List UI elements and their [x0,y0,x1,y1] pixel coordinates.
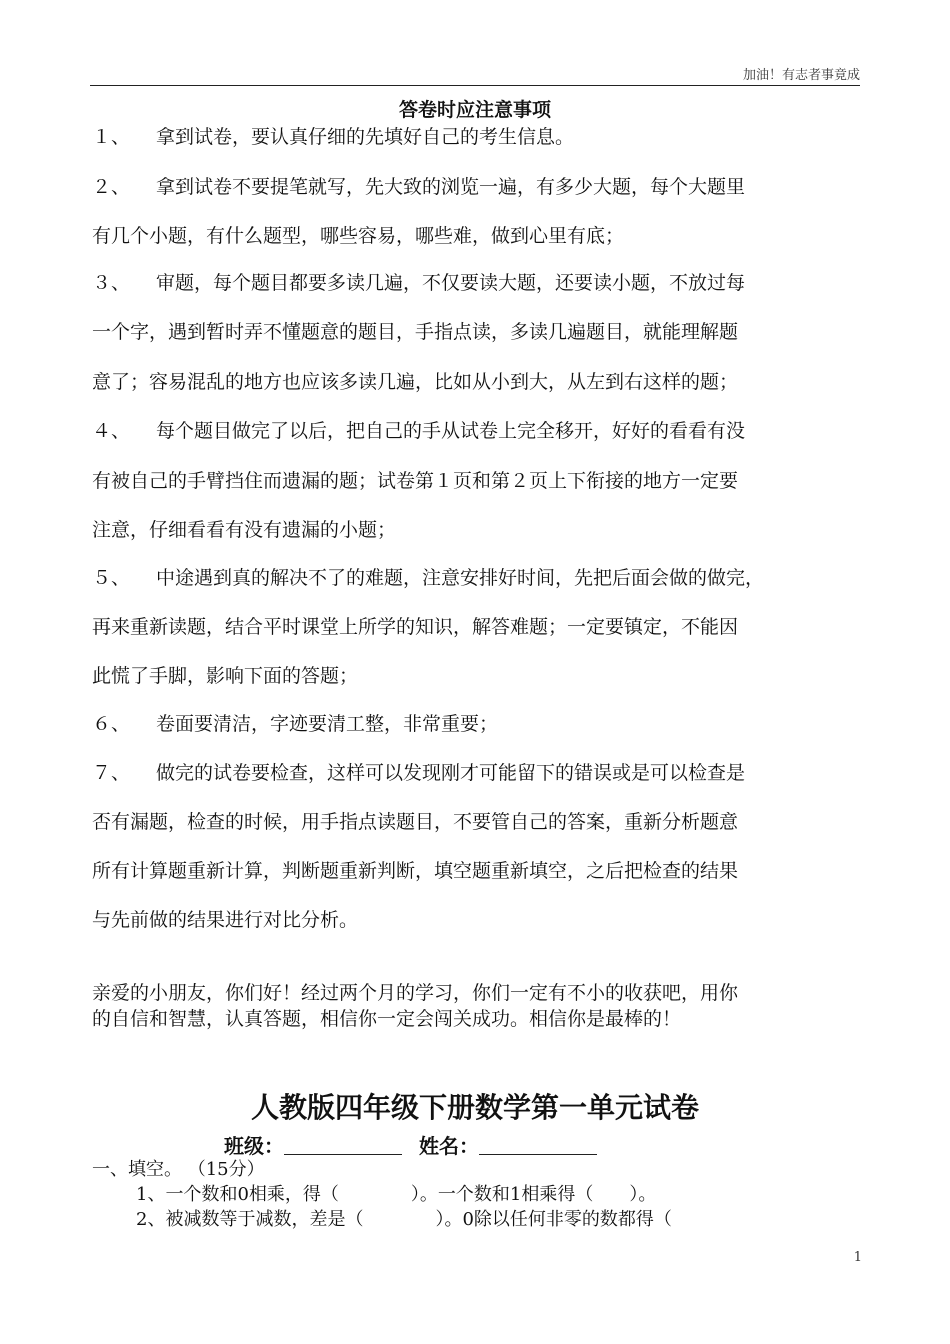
header-rule [90,85,860,86]
section-1-heading: 一、填空。 （15分） [92,1159,265,1180]
note-item-4-number: ４、 [92,420,131,442]
note-item-7-line-1: ７、 做完的试卷要检查，这样可以发现刚才可能留下的错误或是可以检查是 [92,758,745,785]
note-item-5-line-3: 此慌了手脚，影响下面的答题； [92,665,359,687]
note-item-7-line-4: 与先前做的结果进行对比分析。 [92,909,359,931]
exam-title: 人教版四年级下册数学第一单元试卷 [250,1091,699,1124]
notes-title: 答卷时应注意事项 [398,99,551,121]
note-item-3-line-1: ３、 审题，每个题目都要多读几遍，不仅要读大题，还要读小题，不放过每 [92,268,745,295]
note-item-6-line-1: ６、 卷面要清洁，字迹要清工整，非常重要； [92,709,498,736]
note-item-4-line-3: 注意，仔细看看有没有遗漏的小题； [92,519,397,541]
question-2: 2、被减数等于减数，差是（ ）。0除以任何非零的数都得（ [136,1209,672,1230]
note-item-3-line-2: 一个字，遇到暂时弄不懂题意的题目，手指点读，多读几遍题目，就能理解题 [92,321,739,343]
student-info-row [224,1130,607,1159]
name-label: 姓名： [418,1134,479,1158]
note-item-1-number: １、 [92,126,131,148]
note-item-7-line-3: 所有计算题重新计算，判断题重新判断，填空题重新填空，之后把检查的结果 [92,860,739,882]
question-1: 1、一个数和0相乘，得（ ）。一个数和1相乘得（ ）。 [136,1184,657,1205]
header-motto: 加油！有志者事竟成 [742,68,860,83]
note-item-2-line-2: 有几个小题，有什么题型，哪些容易，哪些难，做到心里有底； [92,225,625,247]
note-item-7-number: ７、 [92,762,131,784]
note-item-3-number: ３、 [92,272,131,294]
note-item-5-number: ５、 [92,567,131,589]
note-item-4-line-2: 有被自己的手臂挡住而遗漏的题；试卷第１页和第２页上下衔接的地方一定要 [92,470,739,492]
note-item-3-line-3: 意了；容易混乱的地方也应该多读几遍，比如从小到大，从左到右这样的题； [92,371,739,393]
greeting-line-1: 亲爱的小朋友，你们好！经过两个月的学习，你们一定有不小的收获吧，用你 [92,982,739,1004]
note-item-2-line-1: ２、 拿到试卷不要提笔就写，先大致的浏览一遍，有多少大题，每个大题里 [92,172,745,199]
note-item-5-line-1: ５、 中途遇到真的解决不了的难题，注意安排好时间，先把后面会做的做完， [92,563,764,590]
note-item-6-number: ６、 [92,713,131,735]
note-item-5-line-2: 再来重新读题，结合平时课堂上所学的知识，解答难题；一定要镇定，不能因 [92,616,739,638]
class-label: 班级： [224,1134,284,1158]
note-item-7-line-2: 否有漏题，检查的时候，用手指点读题目，不要管自己的答案，重新分析题意 [92,811,739,833]
page-number: 1 [853,1250,862,1265]
note-item-2-number: ２、 [92,176,131,198]
note-item-1-line-1: １、 拿到试卷，要认真仔细的先填好自己的考生信息。 [92,122,574,149]
name-blank[interactable] [479,1136,597,1155]
greeting-line-2: 的自信和智慧，认真答题，相信你一定会闯关成功。相信你是最棒的！ [92,1008,682,1030]
class-blank[interactable] [284,1136,402,1155]
note-item-4-line-1: ４、 每个题目做完了以后，把自己的手从试卷上完全移开，好好的看看有没 [92,416,745,443]
